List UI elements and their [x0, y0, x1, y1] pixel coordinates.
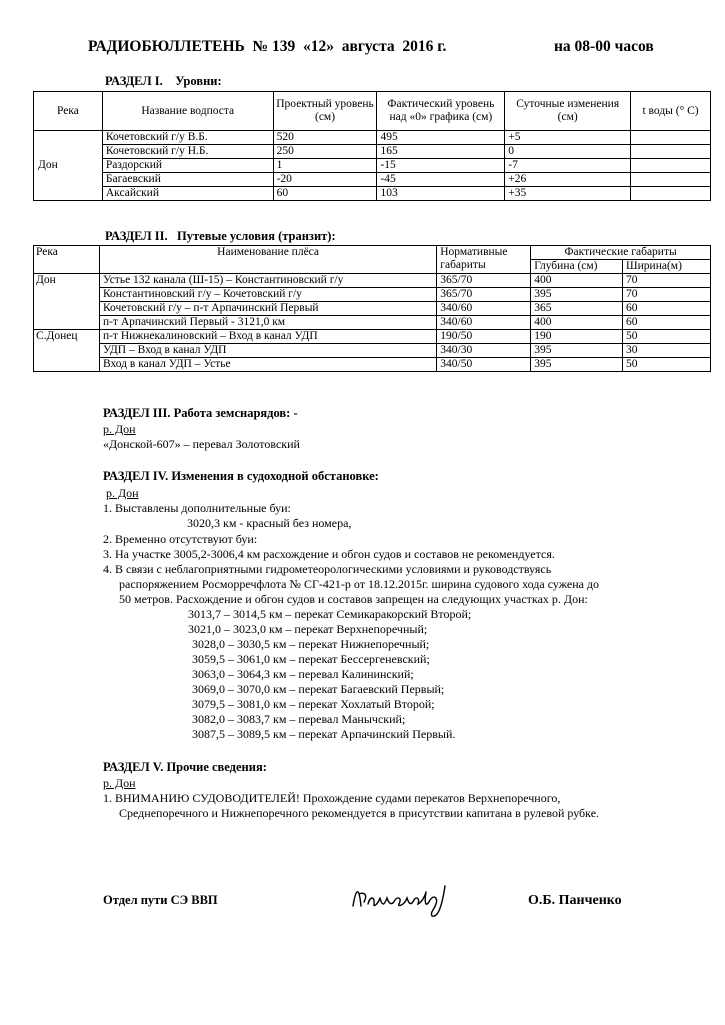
change-cell: 0: [505, 145, 631, 159]
actual-cell: 495: [377, 131, 505, 145]
depth-cell: 395: [531, 358, 623, 372]
signer-name: О.Б. Панченко: [528, 893, 622, 908]
width-cell: 50: [623, 358, 711, 372]
table-row: [34, 187, 711, 201]
col-river: Река: [34, 246, 100, 274]
list-item: 3013,7 – 3014,5 км – перекат Семикаракорский Второй;: [188, 607, 472, 621]
norm-cell: 340/30: [437, 344, 531, 358]
station-cell: Кочетовский г/у В.Б.: [102, 131, 273, 145]
col-norm: Нормативные габариты: [437, 246, 531, 274]
col-actual-dims: Фактические габариты: [531, 246, 711, 260]
levels-table: [33, 91, 711, 201]
stretch-cell: Устье 132 канала (Ш-15) – Константиновский г/у: [99, 274, 436, 288]
temp-cell: [631, 131, 711, 145]
col-stretch: Наименование плёса: [99, 246, 436, 274]
item4-line2: распоряжением Росморречфлота № СГ-421-р от 18.12.2015г. ширина судового хода сужена до: [119, 577, 600, 591]
norm-cell: 340/60: [437, 316, 531, 330]
table-row: [34, 302, 711, 316]
change-cell: +35: [505, 187, 631, 201]
bulletin-time: на 08-00 часов: [554, 38, 654, 55]
norm-cell: 365/70: [437, 274, 531, 288]
section2-heading: РАЗДЕЛ II. Путевые условия (транзит):: [105, 229, 336, 243]
table-row: [34, 173, 711, 187]
norm-cell: 190/50: [437, 330, 531, 344]
actual-cell: -45: [377, 173, 505, 187]
notice-line2: Среднепоречного и Нижнепоречного рекомендуется в присутствии капитана в рулевой рубке.: [119, 806, 600, 820]
col-design-level: Проектный уровень (см): [273, 92, 377, 131]
depth-cell: 400: [531, 274, 623, 288]
list-item: 3069,0 – 3070,0 км – перекат Багаевский Первый;: [192, 682, 445, 696]
transit-header-row: [34, 246, 711, 260]
section5-river: р. Дон: [103, 776, 136, 790]
station-cell: Багаевский: [102, 173, 273, 187]
list-item: 3079,5 – 3081,0 км – перекат Хохлатый Второй;: [192, 697, 435, 711]
section3-river: р. Дон: [103, 422, 136, 436]
temp-cell: [631, 159, 711, 173]
change-cell: +5: [505, 131, 631, 145]
notice-line1: 1. ВНИМАНИЮ СУДОВОДИТЕЛЕЙ! Прохождение судами перекатов Верхнепоречного,: [103, 791, 561, 805]
list-item: 3063,0 – 3064,3 км – перевал Калининский;: [192, 667, 414, 681]
stretch-cell: Кочетовский г/у – п-т Арпачинский Первый: [99, 302, 436, 316]
item3: 3. На участке 3005,2-3006,4 км расхождение и обгон судов и составов не рекомендуется.: [103, 547, 555, 561]
list-item: 3059,5 – 3061,0 км – перекат Бессергеневский;: [192, 652, 430, 666]
transit-table: [33, 245, 711, 372]
dredger-line: «Донской-607» – перевал Золотовский: [103, 437, 300, 451]
col-daily-change: Суточные изменения (см): [505, 92, 631, 131]
item1-detail: 3020,3 км - красный без номера,: [187, 516, 352, 530]
design-cell: 520: [273, 131, 377, 145]
section4-heading: РАЗДЕЛ IV. Изменения в судоходной обстановке:: [103, 469, 379, 483]
item2: 2. Временно отсутствуют буи:: [103, 532, 258, 546]
stretch-cell: УДП – Вход в канал УДП: [99, 344, 436, 358]
department-label: Отдел пути СЭ ВВП: [103, 893, 218, 907]
actual-cell: 103: [377, 187, 505, 201]
item1: 1. Выставлены дополнительные буи:: [103, 501, 291, 515]
stretch-cell: Вход в канал УДП – Устье: [99, 358, 436, 372]
width-cell: 30: [623, 344, 711, 358]
list-item: 3087,5 – 3089,5 км – перекат Арпачинский Первый.: [192, 727, 456, 741]
river-cell: Дон: [34, 274, 100, 330]
design-cell: 60: [273, 187, 377, 201]
list-item: 3082,0 – 3083,7 км – перевал Манычский;: [192, 712, 406, 726]
width-cell: 50: [623, 330, 711, 344]
section5-heading: РАЗДЕЛ V. Прочие сведения:: [103, 760, 267, 774]
table-row: [34, 145, 711, 159]
col-width: Ширина(м): [623, 260, 711, 274]
table-row: [34, 288, 711, 302]
design-cell: -20: [273, 173, 377, 187]
change-cell: +26: [505, 173, 631, 187]
depth-cell: 400: [531, 316, 623, 330]
stretch-cell: Константиновский г/у – Кочетовский г/у: [99, 288, 436, 302]
width-cell: 60: [623, 302, 711, 316]
item4-line3: 50 метров. Расхождение и обгон судов и составов запрещен на следующих участках р. Дон:: [119, 592, 588, 606]
bulletin-title: РАДИОБЮЛЛЕТЕНЬ № 139 «12» августа 2016 г.: [88, 38, 447, 55]
col-actual-level: Фактический уровень над «0» графика (см): [377, 92, 505, 131]
norm-cell: 340/50: [437, 358, 531, 372]
river-cell: С.Донец: [34, 330, 100, 372]
design-cell: 1: [273, 159, 377, 173]
table-row: [34, 330, 711, 344]
change-cell: -7: [505, 159, 631, 173]
width-cell: 60: [623, 316, 711, 330]
station-cell: Аксайский: [102, 187, 273, 201]
signature-image: [350, 876, 470, 926]
table-row: [34, 159, 711, 173]
section4-river: р. Дон: [106, 486, 139, 500]
design-cell: 250: [273, 145, 377, 159]
station-cell: Раздорский: [102, 159, 273, 173]
list-item: 3028,0 – 3030,5 км – перекат Нижнепоречный;: [192, 637, 430, 651]
norm-cell: 365/70: [437, 288, 531, 302]
section3-heading: РАЗДЕЛ III. Работа земснарядов: -: [103, 406, 298, 420]
levels-header-row: [34, 92, 711, 131]
river-cell: Дон: [34, 131, 103, 201]
item4-line1: 4. В связи с неблагоприятными гидрометеорологическими условиями и руководствуясь: [103, 562, 552, 576]
table-row: [34, 131, 711, 145]
station-cell: Кочетовский г/у Н.Б.: [102, 145, 273, 159]
temp-cell: [631, 145, 711, 159]
col-river: Река: [34, 92, 103, 131]
depth-cell: 395: [531, 344, 623, 358]
width-cell: 70: [623, 288, 711, 302]
table-row: [34, 316, 711, 330]
depth-cell: 395: [531, 288, 623, 302]
col-station: Название водпоста: [102, 92, 273, 131]
table-row: [34, 358, 711, 372]
stretch-cell: п-т Нижнекалиновский – Вход в канал УДП: [99, 330, 436, 344]
section1-heading: РАЗДЕЛ I. Уровни:: [105, 74, 222, 88]
width-cell: 70: [623, 274, 711, 288]
stretch-cell: п-т Арпачинский Первый - 3121,0 км: [99, 316, 436, 330]
temp-cell: [631, 173, 711, 187]
table-row: [34, 344, 711, 358]
list-item: 3021,0 – 3023,0 км – перекат Верхнепоречный;: [188, 622, 428, 636]
col-depth: Глубина (см): [531, 260, 623, 274]
temp-cell: [631, 187, 711, 201]
table-row: [34, 274, 711, 288]
norm-cell: 340/60: [437, 302, 531, 316]
depth-cell: 365: [531, 302, 623, 316]
depth-cell: 190: [531, 330, 623, 344]
actual-cell: -15: [377, 159, 505, 173]
actual-cell: 165: [377, 145, 505, 159]
col-water-temp: t воды (° С): [631, 92, 711, 131]
